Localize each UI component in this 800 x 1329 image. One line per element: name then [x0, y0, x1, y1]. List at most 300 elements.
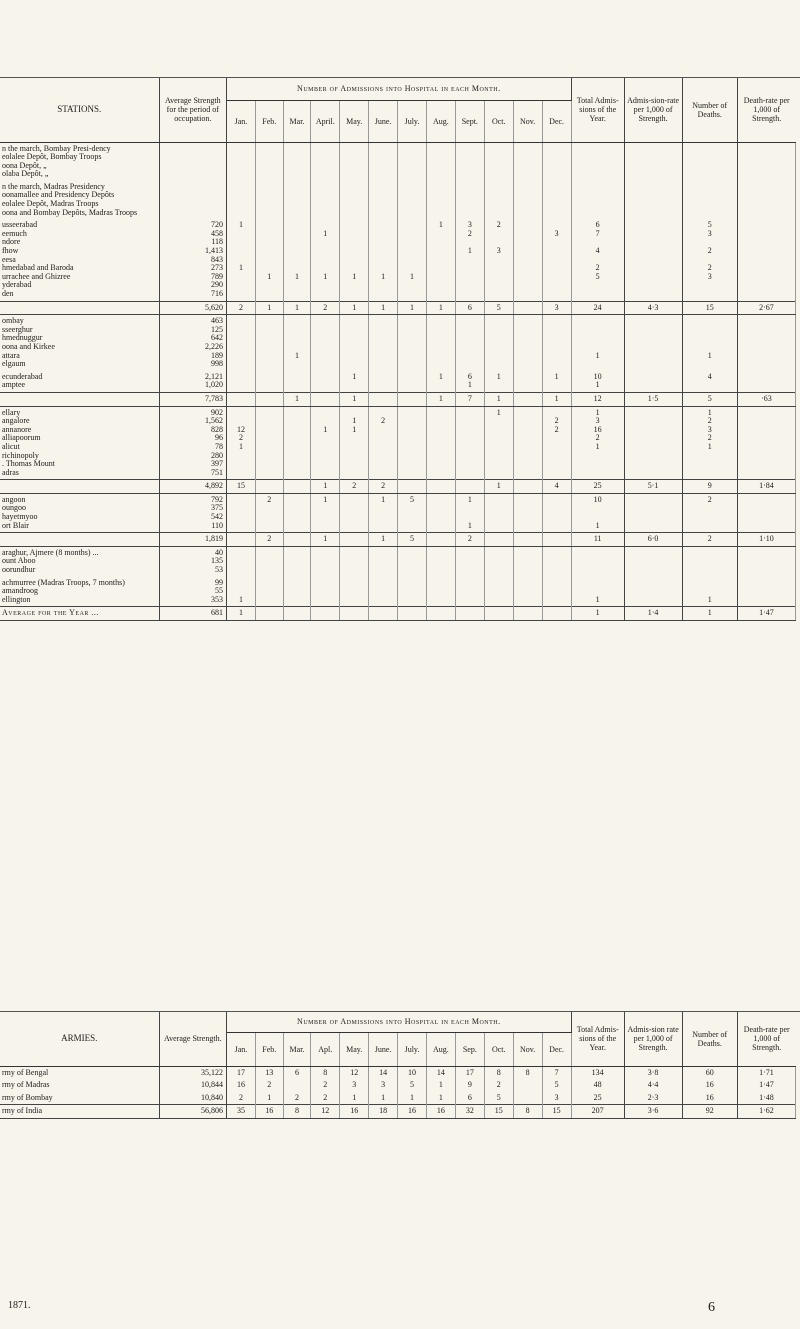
army-deaths: 60: [682, 1066, 737, 1079]
subtotal-month: 1: [283, 392, 311, 406]
strength-value: 720: [211, 220, 224, 230]
armies-deaths-header: Number of Deaths.: [682, 1012, 737, 1066]
month-count: [283, 181, 311, 219]
deaths-value: [684, 513, 736, 522]
strength-value: 463: [211, 316, 224, 326]
subtotal-month: [484, 533, 513, 547]
deaths-value: 1: [707, 441, 712, 451]
death-rate: [737, 371, 795, 393]
admission-rate-value: [626, 191, 681, 200]
month-count-value: [257, 373, 282, 382]
month-count: [311, 493, 340, 532]
month-count-value: [515, 256, 541, 265]
deaths-value: [684, 579, 736, 588]
station-name: hmednuggur: [2, 333, 43, 343]
admission-rate-value: [626, 566, 681, 575]
month-count-value: [312, 352, 338, 361]
month-count-value: 1: [381, 494, 386, 504]
month-count-value: [515, 409, 541, 418]
strength-value: 828: [211, 424, 224, 434]
army-rate: 3·8: [624, 1066, 682, 1079]
month-count-value: [370, 191, 396, 200]
month-count: [283, 371, 311, 393]
month-count-value: [257, 343, 282, 352]
death-rate-value: [739, 145, 794, 154]
admissions-group-header: Number of Admissions into Hospital in each Month.: [227, 78, 572, 100]
month-count-value: [257, 247, 282, 256]
month-count: [426, 315, 455, 371]
month-count: [426, 546, 455, 576]
month-count-value: [457, 290, 483, 299]
strength-value: 542: [211, 512, 224, 522]
month-count-value: [428, 452, 454, 461]
army-month: 6: [455, 1092, 484, 1105]
station-names: [0, 371, 159, 393]
station-names: [0, 577, 159, 607]
armies-admissions-group-header: Number of Admissions into Hospital in each Month.: [227, 1012, 572, 1032]
subtotal-label: [0, 480, 159, 494]
month-count: [340, 142, 369, 181]
station-group: [0, 181, 796, 219]
month-count-value: [341, 183, 367, 192]
total-admissions-value: [573, 460, 623, 469]
month-count: [227, 493, 256, 532]
death-rate-value: [739, 170, 794, 179]
army-deaths: 16: [682, 1092, 737, 1105]
month-count-value: [515, 317, 541, 326]
month-count-value: [515, 579, 541, 588]
month-count: [542, 371, 571, 393]
month-count-value: [457, 426, 483, 435]
deaths-value: [684, 153, 736, 162]
month-header: Sept.: [455, 100, 484, 142]
month-count-value: [428, 326, 454, 335]
month-count-value: [486, 579, 512, 588]
month-count: [340, 371, 369, 393]
month-count: [369, 181, 398, 219]
death-rate-value: [739, 290, 794, 299]
station-name: urrachee and Ghizree: [2, 271, 71, 281]
month-count-value: [399, 352, 425, 361]
death-rate-header: Death-rate per 1,000 of Strength.: [737, 78, 795, 142]
month-count-value: [228, 566, 254, 575]
month-count-value: [486, 183, 512, 192]
month-count-value: [370, 183, 396, 192]
month-count-value: [228, 579, 254, 588]
month-count-value: [457, 504, 483, 513]
subtotal-death-rate: 1·10: [737, 533, 795, 547]
month-count: [311, 142, 340, 181]
death-rate-value: [739, 352, 794, 361]
subtotal-month: [255, 392, 283, 406]
month-count-value: [457, 557, 483, 566]
army-month: 14: [369, 1066, 398, 1079]
army-month: 3: [542, 1092, 571, 1105]
station-name: ellington: [2, 594, 31, 604]
month-count-value: [285, 373, 310, 382]
total-admissions-value: 1: [595, 380, 600, 390]
month-count-value: [228, 317, 254, 326]
month-count: [227, 181, 256, 219]
total-admissions-value: [573, 281, 623, 290]
month-count-value: [341, 443, 367, 452]
month-count-value: [370, 469, 396, 478]
month-count-value: [257, 183, 282, 192]
total-admissions-value: [573, 200, 623, 209]
station-group: [0, 577, 796, 607]
death-rate-value: [739, 360, 794, 369]
subtotal-month: [283, 533, 311, 547]
month-count-value: [341, 221, 367, 230]
month-header: Mar.: [283, 1032, 311, 1066]
deaths-value: 2: [707, 416, 712, 426]
deaths-value: 2: [707, 494, 712, 504]
month-count-value: [399, 443, 425, 452]
subtotal-total: 25: [571, 480, 624, 494]
month-count-value: [428, 469, 454, 478]
army-month: 32: [455, 1105, 484, 1119]
month-count-value: [257, 162, 282, 171]
month-count-value: [515, 273, 541, 282]
strength: [159, 546, 226, 576]
death-rate-value: [739, 409, 794, 418]
month-count-value: [285, 522, 310, 531]
month-count-value: [457, 256, 483, 265]
month-count-value: [515, 469, 541, 478]
month-count-value: [515, 417, 541, 426]
month-count-value: [370, 145, 396, 154]
month-count: [227, 406, 256, 480]
month-count-value: [228, 183, 254, 192]
total-admissions: [571, 142, 624, 181]
death-rate: [737, 219, 795, 301]
month-count-value: [370, 317, 396, 326]
deaths-value: [684, 504, 736, 513]
total-admissions: [571, 546, 624, 576]
month-header: July.: [398, 100, 427, 142]
month-count-value: [515, 587, 541, 596]
month-count-value: [515, 460, 541, 469]
subtotal-month: 1: [484, 392, 513, 406]
month-count-value: [399, 587, 425, 596]
month-count-value: [285, 153, 310, 162]
month-count-value: [428, 281, 454, 290]
month-count-value: [228, 557, 254, 566]
admission-rate: [624, 493, 682, 532]
month-count-value: [399, 343, 425, 352]
month-count: [542, 142, 571, 181]
army-month: 1: [340, 1092, 369, 1105]
average-row: [0, 607, 796, 621]
month-count-value: [341, 596, 367, 605]
admission-rate-value: [626, 579, 681, 588]
month-count-value: [257, 587, 282, 596]
month-count-value: [341, 343, 367, 352]
total-admissions-value: [573, 290, 623, 299]
month-count-value: [341, 334, 367, 343]
month-count-value: 1: [381, 271, 386, 281]
month-count: [283, 577, 311, 607]
subtotal-label: [0, 301, 159, 315]
admission-rate-value: [626, 343, 681, 352]
death-rate: [737, 493, 795, 532]
death-rate-value: [739, 334, 794, 343]
month-count-value: [312, 460, 338, 469]
month-count-value: [285, 409, 310, 418]
month-count-value: [457, 317, 483, 326]
month-count-value: [341, 209, 367, 218]
month-count-value: [428, 496, 454, 505]
station-name: ount Aboo: [2, 556, 36, 566]
subtotal-month: 1: [340, 301, 369, 315]
month-count-value: 1: [238, 220, 243, 230]
army-name: rmy of India: [0, 1105, 159, 1119]
average-deaths: 1: [682, 607, 737, 621]
month-count-value: [341, 290, 367, 299]
strength-value: 2,121: [205, 371, 224, 381]
month-count-value: 2: [554, 424, 559, 434]
month-count-value: [341, 579, 367, 588]
month-count-value: [428, 587, 454, 596]
month-count-value: [457, 566, 483, 575]
month-count-value: [544, 290, 570, 299]
month-count-value: [457, 343, 483, 352]
admission-rate-value: [626, 264, 681, 273]
month-count-value: [486, 162, 512, 171]
month-header: Aug.: [426, 100, 455, 142]
month-count-value: [399, 596, 425, 605]
month-count-value: [257, 549, 282, 558]
month-count-value: [341, 230, 367, 239]
total-admissions-value: [573, 326, 623, 335]
strength-value: 2,226: [205, 341, 224, 351]
month-count-value: [312, 290, 338, 299]
month-count-value: 2: [267, 494, 272, 504]
subtotal-month: [369, 392, 398, 406]
month-count-value: [428, 183, 454, 192]
average-month: [340, 607, 369, 621]
month-header: Apl.: [311, 1032, 340, 1066]
month-count-value: [457, 183, 483, 192]
month-count-value: [312, 513, 338, 522]
army-deaths: 92: [682, 1105, 737, 1119]
month-count-value: [428, 343, 454, 352]
month-count-value: [486, 417, 512, 426]
month-count-value: [341, 549, 367, 558]
month-count-value: [285, 587, 310, 596]
month-count-value: [285, 326, 310, 335]
month-count-value: 12: [236, 424, 245, 434]
month-count-value: 1: [294, 271, 299, 281]
month-count-value: [399, 247, 425, 256]
month-count-value: [399, 460, 425, 469]
month-count-value: [515, 452, 541, 461]
month-count-value: [399, 170, 425, 179]
month-count-value: [370, 557, 396, 566]
month-count-value: [312, 326, 338, 335]
army-month: 16: [398, 1105, 427, 1119]
month-count-value: [457, 360, 483, 369]
station-group: [0, 371, 796, 393]
subtotal-month: [283, 480, 311, 494]
month-count-value: [515, 145, 541, 154]
month-count-value: [228, 549, 254, 558]
month-count-value: [285, 334, 310, 343]
month-count: [369, 546, 398, 576]
admission-rate-value: [626, 557, 681, 566]
station-names: [0, 181, 159, 219]
total-admissions-value: [573, 566, 623, 575]
month-count-value: [428, 230, 454, 239]
station-name: eemuch: [2, 228, 27, 238]
month-count: [426, 406, 455, 480]
army-month: 6: [283, 1066, 311, 1079]
month-count: [340, 315, 369, 371]
army-month: 5: [484, 1092, 513, 1105]
subtotal-deaths: 2: [682, 533, 737, 547]
month-count-value: 2: [467, 228, 472, 238]
month-count-value: [285, 191, 310, 200]
month-count-value: 1: [323, 424, 328, 434]
month-count-value: [257, 579, 282, 588]
total-admissions-value: 10: [593, 371, 602, 381]
month-count-value: [370, 221, 396, 230]
month-count-value: [486, 326, 512, 335]
station-name: ombay: [2, 316, 24, 326]
month-count-value: [457, 417, 483, 426]
deaths-value: [684, 281, 736, 290]
subtotal-month: [513, 392, 542, 406]
month-count-value: [341, 200, 367, 209]
month-count-value: [341, 504, 367, 513]
station-name: hmedabad and Baroda: [2, 263, 74, 273]
month-count: [455, 219, 484, 301]
month-count-value: [370, 452, 396, 461]
death-rate-value: [739, 326, 794, 335]
month-count-value: [544, 281, 570, 290]
station-names: [0, 142, 159, 181]
strength-value: [161, 145, 223, 154]
month-count-value: [544, 579, 570, 588]
total-admissions: [571, 493, 624, 532]
admission-rate-value: [626, 170, 681, 179]
death-rate-value: [739, 230, 794, 239]
death-rate-value: [739, 469, 794, 478]
month-count-value: [257, 317, 282, 326]
month-count-value: 1: [294, 350, 299, 360]
month-count-value: [486, 230, 512, 239]
deaths-value: [684, 209, 736, 218]
month-count-value: [228, 496, 254, 505]
admission-rate-value: [626, 326, 681, 335]
month-count: [255, 315, 283, 371]
month-count-value: [228, 360, 254, 369]
month-count-value: [399, 221, 425, 230]
month-count-value: [341, 460, 367, 469]
subtotal-month: [227, 392, 256, 406]
month-count-value: 1: [352, 424, 357, 434]
month-count: [398, 371, 427, 393]
subtotal-row: [0, 480, 796, 494]
admission-rate: [624, 371, 682, 393]
admission-rate-value: [626, 460, 681, 469]
month-count: [311, 546, 340, 576]
army-month: 2: [227, 1092, 256, 1105]
strength-value: 458: [211, 228, 224, 238]
admission-rate-value: [626, 496, 681, 505]
month-count-value: [428, 191, 454, 200]
month-count-value: [312, 209, 338, 218]
month-count-value: 1: [496, 407, 501, 417]
month-count: [255, 181, 283, 219]
month-count-value: [370, 352, 396, 361]
month-count-value: [544, 209, 570, 218]
month-count-value: [428, 460, 454, 469]
month-count-value: [515, 504, 541, 513]
month-count-value: [457, 200, 483, 209]
month-count-value: [515, 373, 541, 382]
total-admissions-value: 6: [595, 220, 600, 230]
month-count: [369, 371, 398, 393]
admission-rate-value: [626, 381, 681, 390]
army-month: 16: [426, 1105, 455, 1119]
death-rate-value: [739, 596, 794, 605]
month-count-value: [399, 209, 425, 218]
month-count-value: [257, 469, 282, 478]
month-header: May.: [340, 1032, 369, 1066]
strength-value: [161, 191, 223, 200]
station-name: ecunderabad: [2, 371, 43, 381]
month-count-value: [544, 145, 570, 154]
station-name: angalore: [2, 416, 30, 426]
month-count-value: [515, 200, 541, 209]
total-admissions-value: 5: [595, 271, 600, 281]
army-month: [513, 1079, 542, 1092]
subtotal-month: 2: [340, 480, 369, 494]
month-count-value: [515, 343, 541, 352]
month-count-value: [428, 352, 454, 361]
month-count-value: 1: [238, 594, 243, 604]
total-admissions-value: 1: [595, 350, 600, 360]
admission-rate-value: [626, 587, 681, 596]
month-count-value: [544, 256, 570, 265]
month-count-value: [341, 469, 367, 478]
month-count-value: [285, 247, 310, 256]
month-count: [542, 493, 571, 532]
death-rate-value: [739, 273, 794, 282]
month-count-value: [341, 191, 367, 200]
armies-header: ARMIES.: [0, 1012, 159, 1066]
month-count-value: [312, 343, 338, 352]
month-count-value: [515, 426, 541, 435]
strength: [159, 142, 226, 181]
subtotal-death-rate: 1·84: [737, 480, 795, 494]
month-count: [513, 142, 542, 181]
month-count: [369, 315, 398, 371]
subtotal-month: 4: [542, 480, 571, 494]
admission-rate-value: [626, 256, 681, 265]
deaths-value: [684, 334, 736, 343]
month-count-value: [399, 469, 425, 478]
month-count-value: [285, 496, 310, 505]
death-rate-value: [739, 566, 794, 575]
month-count-value: [399, 557, 425, 566]
month-count-value: [257, 513, 282, 522]
month-count-value: [428, 549, 454, 558]
month-count-value: [370, 443, 396, 452]
strength-value: 751: [211, 467, 224, 477]
month-count-value: [228, 170, 254, 179]
